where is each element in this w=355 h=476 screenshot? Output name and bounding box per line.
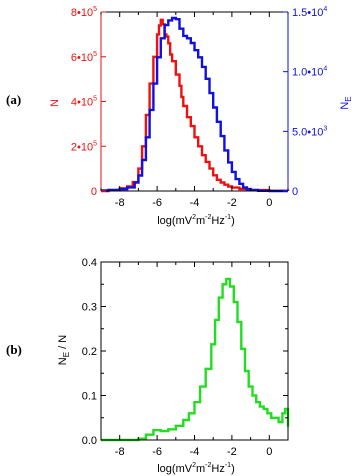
left-y-tick-label: $6•10^5$ [70, 50, 97, 64]
panel-label-a: (a) [6, 92, 22, 107]
left-y-tick-label: 0 [90, 186, 97, 198]
left-y-tick-label: $8•10^5$ [70, 6, 97, 19]
right-y-tick-label: $1.5•10^4$ [292, 6, 328, 19]
panel-a-plot-area [101, 12, 288, 191]
y-tick-label: 0.3 [81, 301, 97, 314]
x-tick-label: 0 [266, 446, 273, 458]
panel-b-plot-area [101, 262, 288, 440]
y-tick-label: 0.4 [81, 257, 97, 269]
x-tick-label: -2 [227, 197, 237, 209]
x-tick-label: -6 [152, 446, 162, 458]
x-tick-label: -6 [152, 197, 162, 209]
left-y-tick-label: $2•10^5$ [70, 140, 97, 154]
panel-a-right-y-axis [283, 6, 327, 198]
panel-b-left-y-axis [82, 257, 288, 447]
panel-a-left-y-label: N [49, 99, 61, 107]
x-tick-label: -4 [189, 197, 200, 209]
right-y-tick-label: 0 [292, 186, 299, 198]
panel-b-y-label: $N_E$ / N [57, 334, 71, 366]
right-y-tick-label: $5.0•10^3$ [292, 125, 328, 139]
panel-b [6, 257, 288, 475]
panel-label-b: (b) [6, 342, 22, 357]
left-y-tick-label: $4•10^5$ [70, 95, 97, 109]
panel-b-x-axis [101, 262, 288, 458]
x-tick-label: -2 [227, 446, 237, 458]
y-tick-label: 0.1 [81, 390, 97, 403]
panel-a-right-y-label: $N_E$ [339, 96, 353, 110]
right-y-tick-label: $1.0•10^4$ [292, 65, 328, 79]
panel-a-x-label: $\log(mV^2m^{-2}Hz^{-1})$ [157, 214, 235, 227]
panel-b-x-label: $\log(mV^2m^{-2}Hz^{-1})$ [157, 462, 235, 475]
y-tick-label: 0.0 [81, 435, 97, 447]
series-ne-line [101, 18, 288, 191]
panel-a [6, 6, 353, 227]
y-tick-label: 0.2 [81, 346, 97, 358]
x-tick-label: -4 [189, 446, 200, 458]
panel-a-x-axis [101, 12, 288, 209]
x-tick-label: -8 [114, 197, 125, 209]
x-tick-label: -8 [114, 446, 125, 458]
series-ratio-line [101, 279, 288, 440]
x-tick-label: 0 [266, 197, 273, 209]
